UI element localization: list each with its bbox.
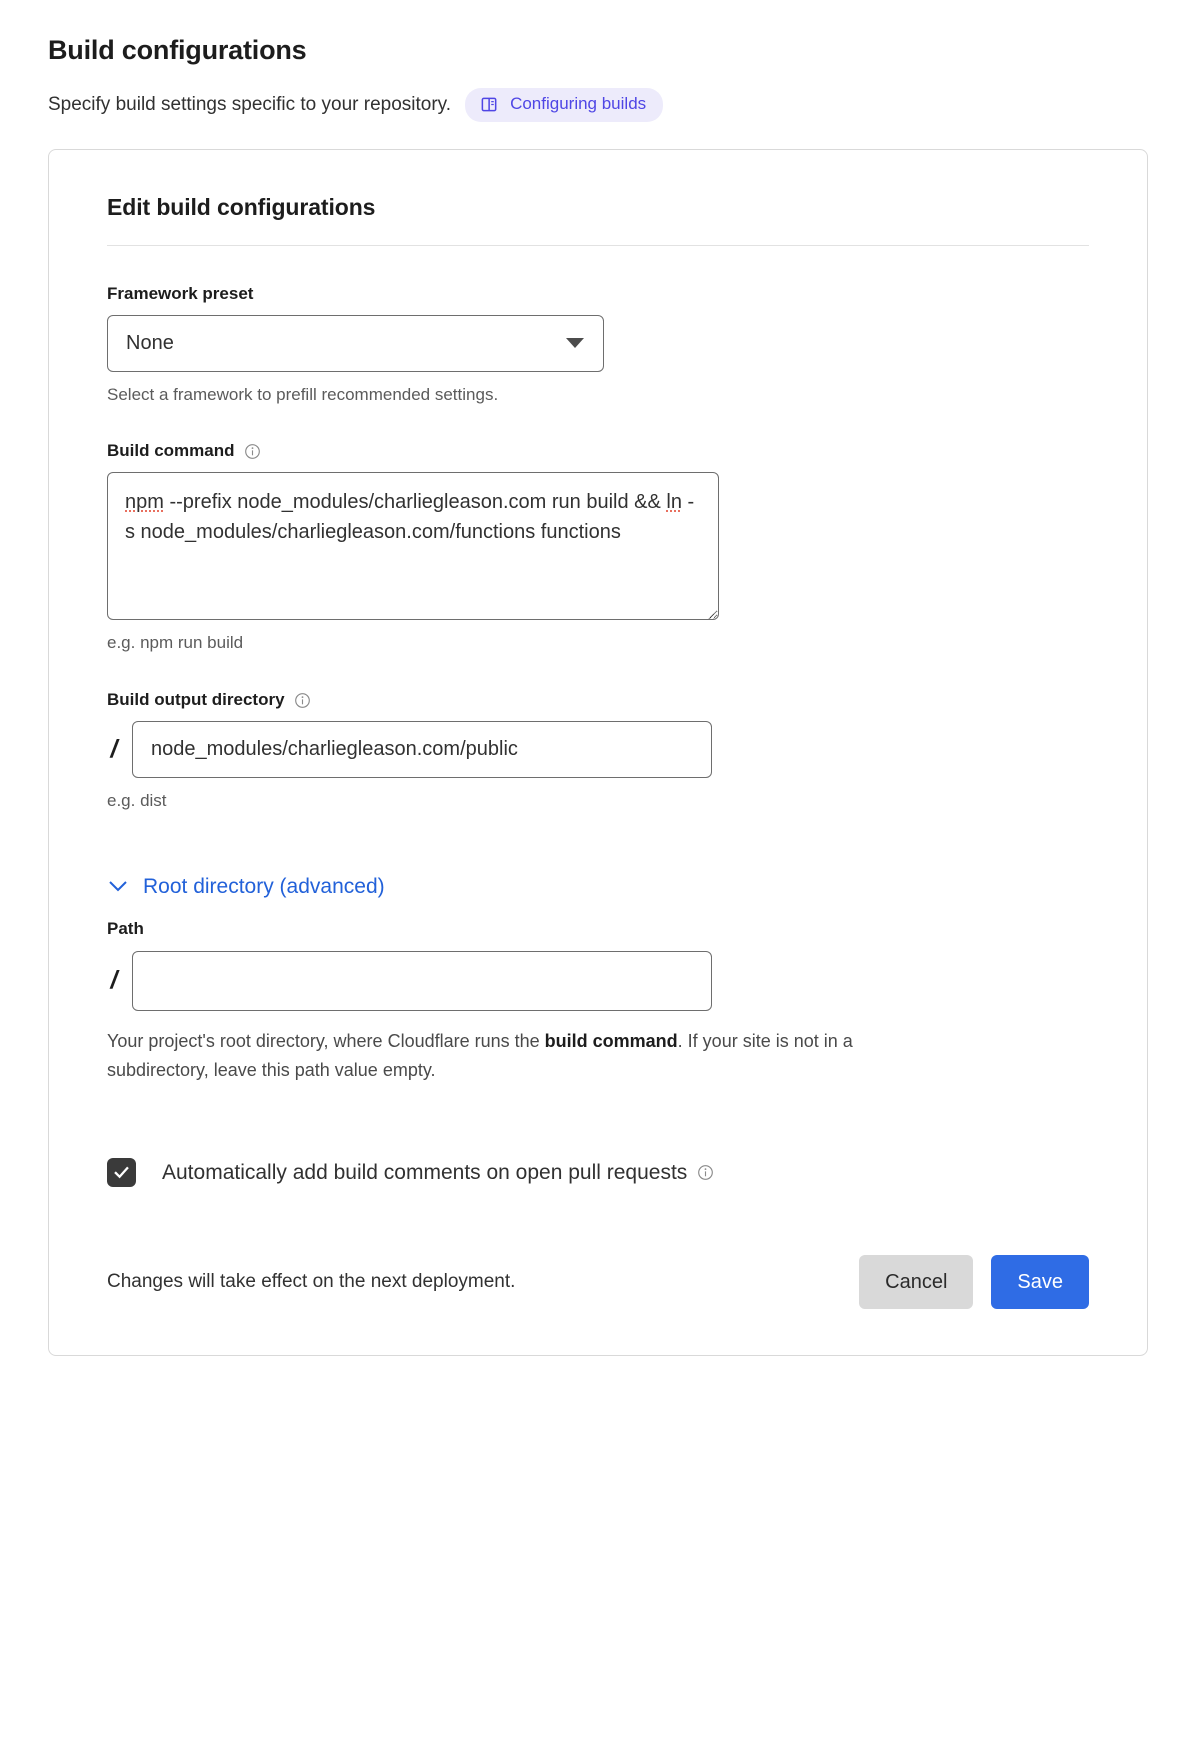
root-directory-helper-bold: build command: [544, 1030, 678, 1051]
build-output-directory-helper: e.g. dist: [107, 791, 167, 811]
page-header: [0, 0, 1196, 122]
page-subtitle: Specify build settings specific to your repository.: [48, 94, 452, 116]
build-command-textarea[interactable]: [107, 472, 719, 620]
chevron-down-icon: [107, 879, 129, 893]
build-command-label: Build command: [107, 441, 235, 461]
pr-comments-row: [107, 1158, 1089, 1187]
subtitle-row: [48, 88, 1148, 121]
framework-preset-select-wrap: [107, 315, 604, 372]
resize-handle[interactable]: [702, 603, 715, 616]
page-title: Build configurations: [48, 35, 307, 65]
root-directory-label: Root directory (advanced): [143, 874, 385, 898]
build-command-token-ln: ln: [666, 491, 682, 514]
info-icon[interactable]: [294, 692, 311, 709]
framework-preset-label: Framework preset: [107, 283, 254, 303]
card-title: Edit build configurations: [107, 193, 376, 220]
build-command-field: [107, 441, 1089, 656]
info-icon[interactable]: [697, 1164, 714, 1181]
build-output-directory-field: [107, 690, 1089, 814]
book-icon: [480, 95, 499, 114]
build-command-label-row: [107, 441, 1089, 461]
framework-preset-helper: Select a framework to prefill recommended settings.: [107, 384, 499, 404]
build-output-directory-input[interactable]: [132, 721, 712, 778]
build-command-token-npm: npm: [125, 491, 164, 514]
root-directory-path-field: [107, 919, 1089, 1085]
path-slash-prefix: /: [110, 966, 118, 995]
build-command-text-1: --prefix node_modules/charliegleason.com run build &&: [163, 491, 667, 514]
build-output-directory-label: Build output directory: [107, 690, 285, 710]
footer-note: Changes will take effect on the next deployment.: [107, 1271, 516, 1293]
root-directory-helper-after: . If your site is not in a subdirectory, leave this path value empty.: [107, 1030, 853, 1080]
root-directory-path-input[interactable]: [132, 951, 712, 1011]
configuring-builds-label: Configuring builds: [510, 94, 647, 114]
path-label: Path: [107, 918, 144, 938]
framework-preset-select[interactable]: None: [107, 315, 604, 372]
path-slash-prefix: /: [110, 735, 118, 764]
root-directory-helper: [107, 1027, 927, 1085]
root-directory-disclosure[interactable]: [107, 874, 385, 899]
save-button[interactable]: Save: [991, 1255, 1089, 1309]
build-command-text-2: -s node_modules/charliegleason.com/functions functions: [125, 491, 695, 544]
build-command-helper: e.g. npm run build: [107, 633, 244, 653]
cancel-button[interactable]: Cancel: [859, 1255, 973, 1309]
root-directory-helper-before: Your project's root directory, where Cloudflare runs the: [107, 1030, 545, 1051]
pr-comments-checkbox[interactable]: [107, 1158, 136, 1187]
card-footer: [107, 1255, 1089, 1309]
framework-preset-field: [107, 284, 1089, 408]
pr-comments-label: Automatically add build comments on open pull requests: [162, 1160, 688, 1184]
edit-build-configurations-card: [48, 149, 1148, 1357]
info-icon[interactable]: [244, 443, 261, 460]
card-divider: [107, 245, 1089, 246]
configuring-builds-link[interactable]: [465, 88, 663, 121]
pr-comments-label-row: [162, 1161, 714, 1185]
framework-preset-label-row: [107, 284, 1089, 304]
build-output-label-row: [107, 690, 1089, 710]
path-input-row: [107, 951, 1089, 1011]
build-output-input-row: [107, 721, 1089, 778]
